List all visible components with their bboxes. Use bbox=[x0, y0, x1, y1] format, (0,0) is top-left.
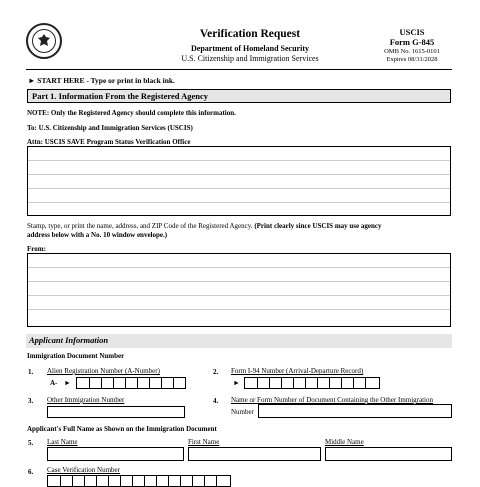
form-agency: USCIS bbox=[399, 27, 425, 37]
q4-number: 4. bbox=[213, 397, 219, 405]
document-name-input[interactable] bbox=[258, 404, 452, 418]
other-immigration-number-input[interactable] bbox=[47, 406, 185, 418]
agency-name: U.S. Citizenship and Immigration Services bbox=[181, 54, 319, 63]
header-divider bbox=[26, 69, 452, 70]
q3-label: Other Immigration Number bbox=[47, 396, 125, 404]
first-name-input[interactable] bbox=[188, 447, 321, 461]
omb-number: OMB No. 1615-0101 bbox=[384, 48, 440, 55]
q4-label-cont: Number bbox=[231, 408, 254, 416]
last-name-input[interactable] bbox=[47, 447, 184, 461]
imm-doc-heading: Immigration Document Number bbox=[27, 352, 125, 360]
a-prefix: A- bbox=[50, 379, 58, 387]
from-label: From: bbox=[27, 245, 46, 253]
middle-name-input[interactable] bbox=[325, 447, 452, 461]
q1-arrow-icon: ► bbox=[64, 379, 71, 387]
expiration-date: Expires 08/31/2028 bbox=[386, 56, 438, 63]
q1-label: Alien Registration Number (A-Number) bbox=[47, 367, 160, 375]
start-here: ► START HERE - Type or print in black ink. bbox=[28, 76, 175, 85]
part1-header bbox=[27, 89, 451, 103]
applicant-section-header bbox=[26, 334, 452, 348]
q5-number: 5. bbox=[28, 439, 34, 447]
q3-number: 3. bbox=[28, 397, 34, 405]
applicant-section-title: Applicant Information bbox=[29, 335, 109, 345]
attn-address-box[interactable] bbox=[27, 146, 451, 216]
q2-label: Form I-94 Number (Arrival-Departure Record) bbox=[231, 367, 364, 375]
q4-label: Name or Form Number of Document Containing the Other Immigration bbox=[231, 396, 433, 404]
from-address-box[interactable] bbox=[27, 253, 451, 327]
attn-line: Attn: USCIS SAVE Program Status Verification Office bbox=[27, 138, 191, 146]
part1-title: Part 1. Information From the Registered Agency bbox=[32, 91, 209, 101]
registered-agency-note: NOTE: Only the Registered Agency should complete this information. bbox=[27, 109, 236, 117]
form-number: Form G-845 bbox=[389, 37, 435, 47]
q2-number: 2. bbox=[213, 368, 219, 376]
to-line: To: U.S. Citizenship and Immigration Services (USCIS) bbox=[27, 124, 193, 132]
q1-number: 1. bbox=[28, 368, 34, 376]
stamp-instructions: Stamp, type, or print the name, address, and ZIP Code of the Registered Agency. (Print clearly since USCIS may use agency address below with a No. 10 window envelope.) bbox=[27, 222, 382, 239]
q2-arrow-icon: ► bbox=[233, 379, 240, 387]
department-name: Department of Homeland Security bbox=[191, 44, 309, 53]
a-number-input[interactable] bbox=[76, 377, 186, 389]
i94-number-input[interactable] bbox=[244, 377, 380, 389]
dhs-seal-icon bbox=[26, 23, 62, 59]
form-title: Verification Request bbox=[199, 28, 301, 40]
q6-number: 6. bbox=[28, 468, 34, 476]
case-verification-input[interactable] bbox=[47, 475, 231, 487]
case-verification-label: Case Verification Number bbox=[47, 466, 120, 474]
middle-name-label: Middle Name bbox=[325, 438, 364, 446]
last-name-label: Last Name bbox=[47, 438, 78, 446]
name-heading: Applicant's Full Name as Shown on the Immigration Document bbox=[27, 425, 217, 433]
first-name-label: First Name bbox=[188, 438, 220, 446]
